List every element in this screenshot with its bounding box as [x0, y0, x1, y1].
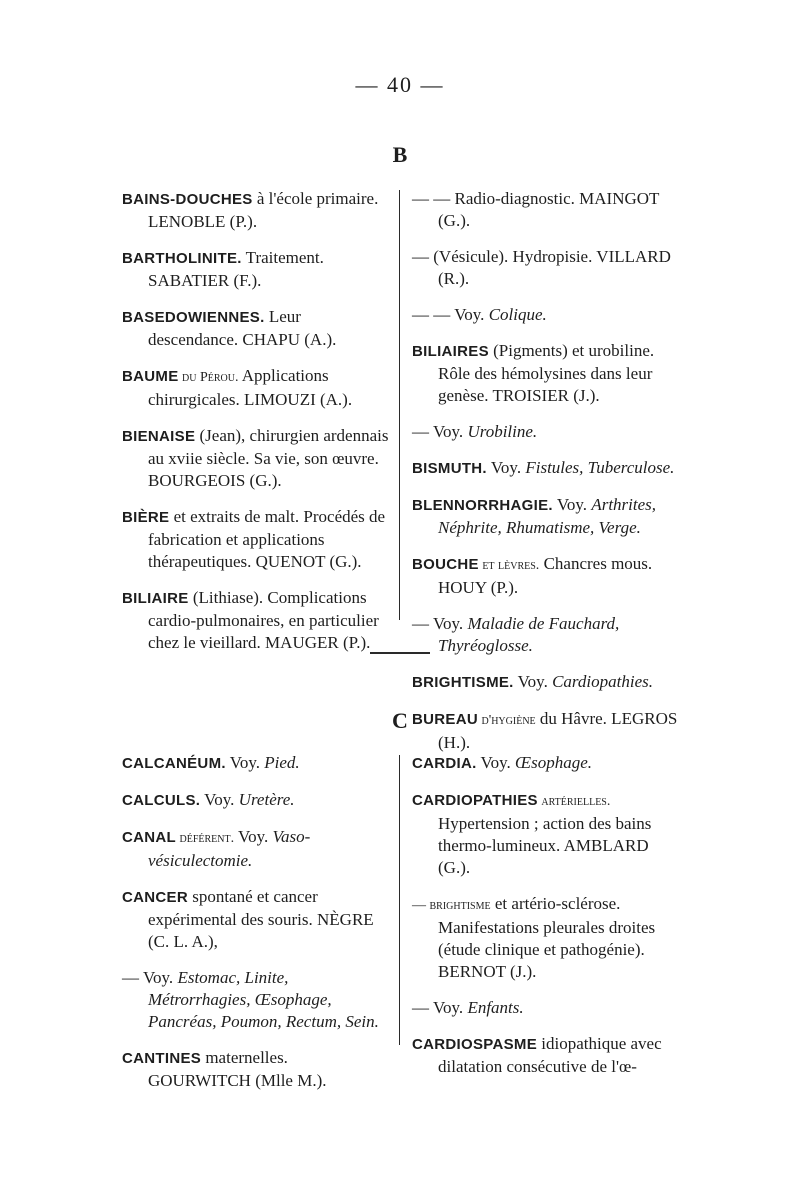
entry-qualifier: du Pérou.: [178, 370, 239, 385]
entry-text: — (Vésicule). Hydropisie. VILLARD (R.).: [412, 247, 671, 288]
entry-text: Applications chirurgicales. LIMOUZI (A.).: [148, 366, 353, 409]
index-entry: [412, 421, 680, 443]
index-entry: [412, 494, 680, 539]
entry-text: — Voy.: [122, 968, 178, 987]
entry-text: (Jean), chirurgien ardennais au xviie siècle. Sa vie, son œuvre. BOURGEOIS (G.).: [148, 426, 389, 490]
index-entry: [122, 425, 390, 492]
section-separator-rule: [370, 652, 430, 654]
index-entry: [122, 188, 390, 233]
entry-headword: BUREAU: [412, 711, 478, 728]
entry-text: Hypertension ; action des bains thermo-lumineux. AMBLARD (G.).: [438, 814, 652, 877]
index-entry: [122, 247, 390, 292]
entry-text: maternelles. GOURWITCH (Mlle M.).: [148, 1048, 327, 1090]
section-letter-c: C: [392, 708, 408, 733]
section-c-right-column: [412, 752, 680, 1092]
entry-text: Voy.: [486, 458, 526, 477]
entry-reference: Maladie de Fauchard, Thyréoglosse.: [438, 614, 620, 655]
entry-text: — Voy.: [412, 422, 468, 441]
entry-reference: Cardiopathies.: [552, 672, 653, 691]
column-divider: [399, 190, 400, 620]
entry-text: (Lithiase). Complications cardio-pulmonaires, en particulier chez le vieillard. MAUGER (P.).: [148, 588, 379, 652]
entry-headword: CARDIA.: [412, 755, 477, 772]
entry-headword: BOUCHE: [412, 556, 479, 573]
entry-text: — — Voy.: [412, 305, 489, 324]
entry-headword: BLENNORRHAGIE.: [412, 497, 553, 514]
index-entry: [412, 671, 680, 694]
section-b-left-column: [122, 188, 390, 668]
index-entry: [122, 506, 390, 573]
entry-headword: BILIAIRES: [412, 343, 489, 360]
entry-reference: Uretère.: [238, 790, 295, 809]
entry-reference: Colique.: [488, 305, 547, 324]
entry-headword: BRIGHTISME.: [412, 674, 514, 691]
entry-text: du Hâvre. LEGROS (H.).: [438, 709, 678, 752]
entry-qualifier: déférent.: [176, 831, 235, 846]
index-entry: [412, 1033, 680, 1078]
entry-qualifier: artérielles.: [537, 794, 611, 809]
index-entry: [122, 886, 390, 953]
entry-headword: CALCANÉUM.: [122, 755, 226, 772]
entry-headword: BAUME: [122, 368, 179, 385]
entry-headword: BISMUTH.: [412, 460, 487, 477]
column-divider: [399, 755, 400, 1045]
entry-text: — Voy.: [412, 614, 468, 633]
index-entry: [412, 893, 680, 983]
entry-qualifier: d'hygiène: [477, 713, 536, 728]
index-entry: [412, 340, 680, 407]
index-entry: [412, 246, 680, 290]
entry-headword: BASEDOWIENNES.: [122, 309, 265, 326]
entry-headword: BARTHOLINITE.: [122, 250, 242, 267]
index-entry: [412, 457, 680, 480]
page-number: — 40 —: [355, 72, 445, 97]
entry-reference: Enfants.: [467, 998, 524, 1017]
index-entry: [122, 752, 390, 775]
index-entry: [122, 967, 390, 1033]
entry-text: Chancres mous. HOUY (P.).: [438, 554, 653, 597]
entry-text: et extraits de malt. Procédés de fabrication et applications thérapeutiques. QUENOT (G.).: [148, 507, 386, 571]
index-entry: [412, 752, 680, 775]
section-letter-b: B: [392, 142, 408, 167]
entry-headword: CALCULS.: [122, 792, 201, 809]
entry-headword: CANTINES: [122, 1050, 202, 1067]
entry-qualifier: — brightisme: [412, 898, 491, 913]
entry-text: et artério-sclérose. Manifestations pleurales droites (étude clinique et pathogénie). BERNOT (J.).: [438, 894, 656, 981]
entry-headword: BIÈRE: [122, 509, 170, 526]
index-entry: [122, 365, 390, 411]
entry-text: Voy.: [200, 790, 239, 809]
entry-text: idiopathique avec dilatation consécutive de l'œ-: [438, 1034, 662, 1076]
index-entry: [412, 789, 680, 879]
entry-reference: Œsophage.: [515, 753, 593, 772]
index-entry: [122, 1047, 390, 1092]
index-entry: [122, 306, 390, 351]
index-entry: [122, 789, 390, 812]
entry-headword: CANAL: [122, 829, 176, 846]
index-entry: [412, 997, 680, 1019]
entry-text: Voy.: [513, 672, 553, 691]
section-c-left-column: [122, 752, 390, 1106]
entry-text: Leur descendance. CHAPU (A.).: [148, 307, 337, 349]
index-entry: [412, 553, 680, 599]
entry-text: (Pigments) et urobiline. Rôle des hémolysines dans leur genèse. TROISIER (J.).: [438, 341, 655, 405]
index-entry: [412, 188, 680, 232]
entry-text: à l'école primaire. LENOBLE (P.).: [148, 189, 379, 231]
entry-reference: Estomac, Linite, Métrorrhagies, Œsophage, Pancréas, Poumon, Rectum, Sein.: [148, 968, 379, 1031]
entry-reference: Pied.: [264, 753, 300, 772]
entry-headword: CANCER: [122, 889, 188, 906]
entry-text: — Voy.: [412, 998, 468, 1017]
index-entry: [412, 613, 680, 657]
entry-reference: Vaso-vésiculectomie.: [148, 827, 311, 870]
index-entry: [122, 587, 390, 654]
entry-text: Voy.: [476, 753, 516, 772]
entry-text: spontané et cancer expérimental des souris. NÈGRE (C. L. A.),: [148, 887, 374, 951]
entry-headword: BAINS-DOUCHES: [122, 191, 253, 208]
entry-headword: BILIAIRE: [122, 590, 189, 607]
index-entry: [122, 826, 390, 872]
entry-headword: CARDIOPATHIES: [412, 792, 538, 809]
section-b-right-column: [412, 188, 680, 768]
entry-text: Traitement. SABATIER (F.).: [148, 248, 324, 290]
entry-headword: CARDIOSPASME: [412, 1036, 537, 1053]
entry-text: Voy.: [552, 495, 592, 514]
entry-text: Voy.: [234, 827, 273, 846]
entry-reference: Arthrites, Néphrite, Rhumatisme, Verge.: [438, 495, 657, 537]
entry-qualifier: et lèvres.: [478, 558, 540, 573]
entry-reference: Urobiline.: [467, 422, 538, 441]
entry-text: — — Radio-diagnostic. MAINGOT (G.).: [412, 189, 660, 230]
entry-text: Voy.: [225, 753, 265, 772]
entry-headword: BIENAISE: [122, 428, 196, 445]
index-entry: [412, 304, 680, 326]
entry-reference: Fistules, Tuberculose.: [525, 458, 675, 477]
